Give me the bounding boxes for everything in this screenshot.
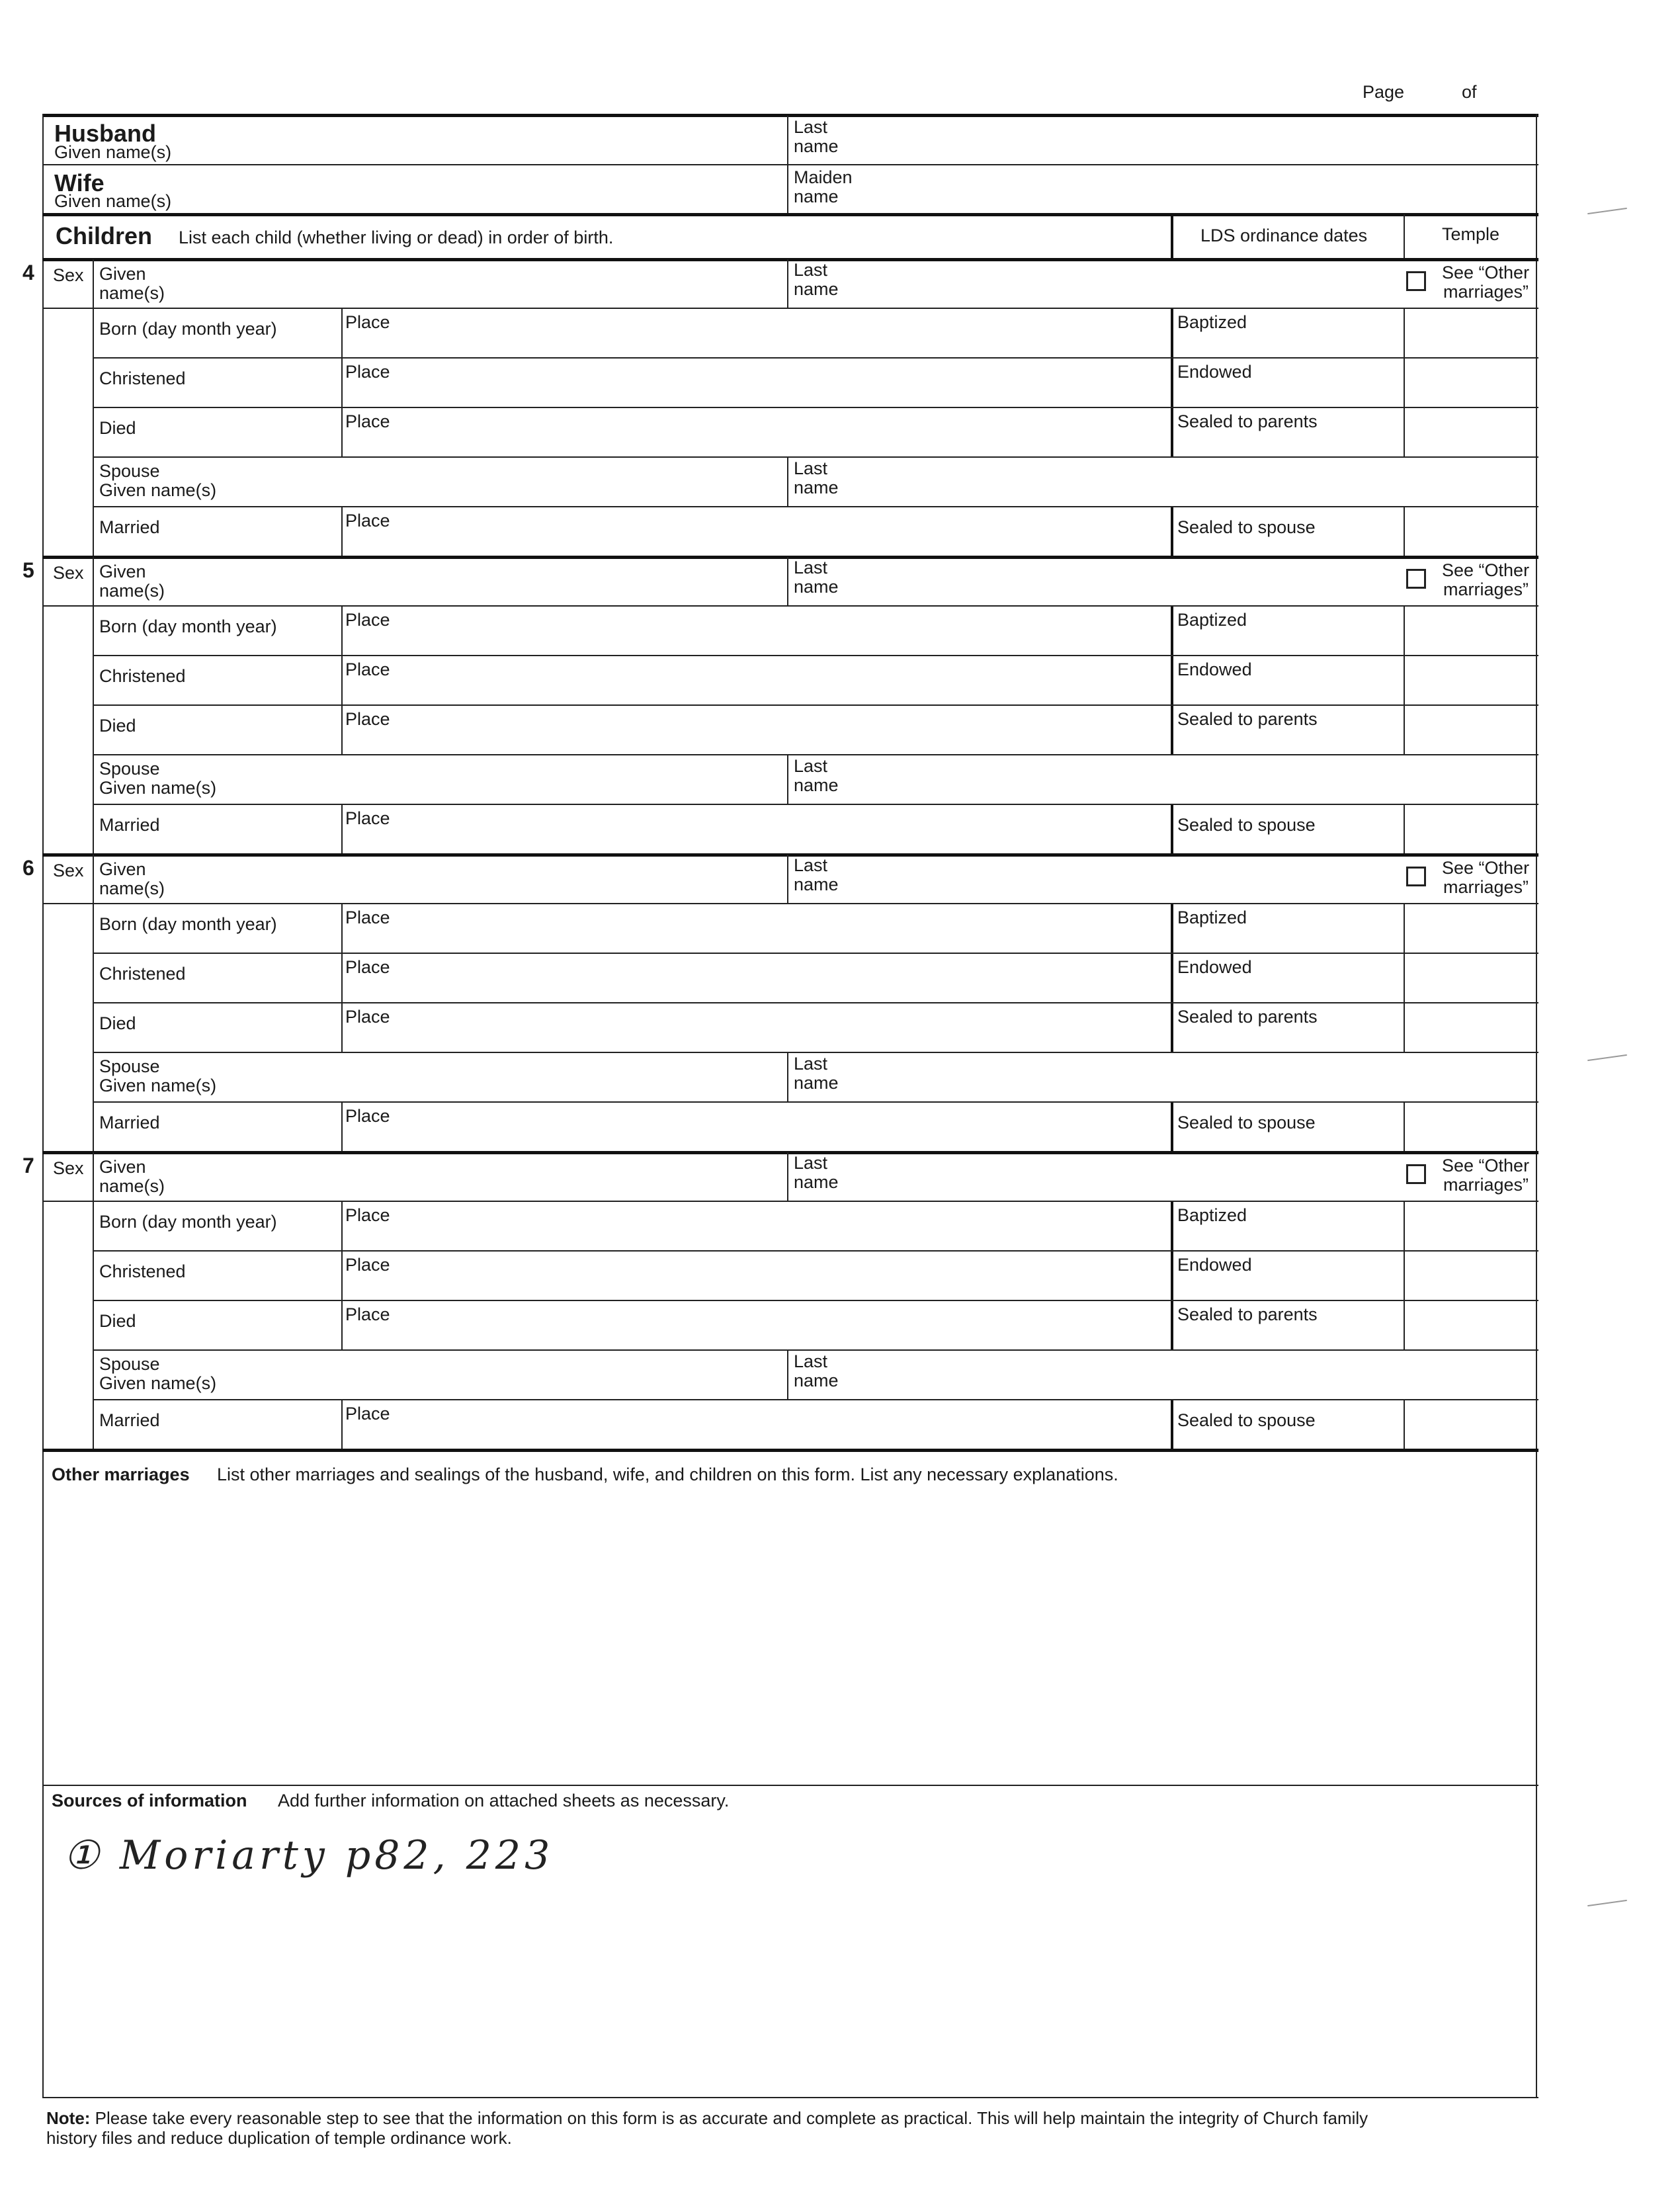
other-marriages-bottom [42,1785,1538,1786]
spouse-label: Spouse [99,461,160,481]
place-label: Place [345,709,390,729]
husband-last-label: Last [794,117,828,137]
page-of-label: of [1462,82,1477,102]
given-label-2: name(s) [99,581,165,601]
other-marriages-instruction: List other marriages and sealings of the husband, wife, and children on this form. List any necessary explanations. [217,1465,1118,1484]
husband-divider [787,116,788,164]
lds-ordinance-label: LDS ordinance dates [1200,226,1368,245]
note-line-1 [46,2109,1368,2128]
sex-input[interactable] [45,881,91,901]
place-label: Place [345,659,390,679]
child-entry-area[interactable] [94,261,1533,556]
place-label: Place [345,1106,390,1126]
spouse-last-label: Last [794,1054,828,1074]
binder-mark [1587,1900,1627,1906]
last-label: Last [794,855,828,875]
place-label: Place [345,957,390,977]
sex-label: Sex [53,1158,84,1178]
place-label: Place [345,610,390,630]
husband-last-label-2: name [794,136,839,156]
place-label: Place [345,1304,390,1324]
see-other-label-2: marriages” [1443,1175,1529,1195]
wife-divider [787,164,788,214]
sources-instruction: Add further information on attached sheets as necessary. [278,1791,730,1810]
child-number: 7 [22,1154,34,1177]
last-label-2: name [794,279,839,299]
temple-column-divider [1404,214,1405,259]
sealed-spouse-label: Sealed to spouse [1177,1113,1316,1132]
baptized-label: Baptized [1177,312,1247,332]
child-block-bottom [42,1449,1538,1452]
child-entry-area[interactable] [94,558,1533,853]
children-title: Children [56,222,153,249]
last-label: Last [794,1153,828,1173]
christened-label: Christened [99,964,186,984]
christened-label: Christened [99,1261,186,1281]
endowed-label: Endowed [1177,659,1252,679]
child-entry-area[interactable] [94,856,1533,1151]
page-label: Page [1363,82,1405,102]
child-entry-area[interactable] [94,1154,1533,1449]
wife-given-label: Given name(s) [54,191,172,211]
place-label: Place [345,1205,390,1225]
given-label: Given [99,562,146,581]
given-label: Given [99,1157,146,1177]
died-label: Died [99,418,136,438]
place-label: Place [345,1404,390,1424]
endowed-label: Endowed [1177,362,1252,382]
sealed-spouse-label: Sealed to spouse [1177,1410,1316,1430]
sources-title: Sources of information [52,1791,247,1810]
married-label: Married [99,1113,160,1132]
given-label: Given [99,264,146,284]
given-label-2: name(s) [99,283,165,303]
sealed-spouse-label: Sealed to spouse [1177,815,1316,835]
place-label: Place [345,908,390,927]
sex-label: Sex [53,861,84,880]
baptized-label: Baptized [1177,908,1247,927]
endowed-label: Endowed [1177,957,1252,977]
temple-label: Temple [1442,224,1500,244]
husband-given-input[interactable] [42,164,1538,165]
last-label-2: name [794,874,839,894]
child-number: 4 [22,261,34,284]
see-other-label: See “Other [1442,858,1530,878]
spouse-last-label: Last [794,756,828,776]
husband-given-label: Given name(s) [54,142,172,162]
wife-title: Wife [54,169,105,196]
spouse-label-2: Given name(s) [99,480,217,500]
form-right-border [1536,114,1537,2098]
given-label-2: name(s) [99,878,165,898]
see-other-label: See “Other [1442,560,1530,580]
spouse-last-label: Last [794,458,828,478]
spouse-label: Spouse [99,1056,160,1076]
sex-label: Sex [53,563,84,583]
place-label: Place [345,808,390,828]
spouse-last-label-2: name [794,1073,839,1093]
sealed_parents-label: Sealed to parents [1177,411,1318,431]
other-marriages-title: Other marriages [52,1465,190,1484]
sources-handwritten-entry: ① Moriarty p82, 223 [63,1832,554,1879]
died-label: Died [99,1311,136,1331]
given-label: Given [99,859,146,879]
baptized-label: Baptized [1177,1205,1247,1225]
given-label-2: name(s) [99,1176,165,1196]
christened-label: Christened [99,368,186,388]
spouse-label-2: Given name(s) [99,1373,217,1393]
see-other-label-2: marriages” [1443,579,1529,599]
sex-label: Sex [53,265,84,285]
place-label: Place [345,411,390,431]
spouse-label-2: Given name(s) [99,1076,217,1095]
see-other-label-2: marriages” [1443,877,1529,897]
spouse-last-label: Last [794,1351,828,1371]
spouse-last-label-2: name [794,1371,839,1390]
born-label: Born (day month year) [99,617,277,636]
spouse-label-2: Given name(s) [99,778,217,798]
born-label: Born (day month year) [99,914,277,934]
place-label: Place [345,511,390,531]
christened-label: Christened [99,666,186,686]
sex-input[interactable] [45,1179,91,1199]
note-line-2: history files and reduce duplication of temple ordinance work. [46,2128,512,2148]
married-label: Married [99,517,160,537]
place-label: Place [345,1007,390,1027]
sources-area[interactable] [44,1885,1534,2090]
wife-maiden-label: Maiden [794,167,853,187]
see-other-label: See “Other [1442,263,1530,282]
born-label: Born (day month year) [99,1212,277,1232]
last-label-2: name [794,577,839,597]
born-label: Born (day month year) [99,319,277,339]
spouse-label: Spouse [99,759,160,779]
sex-input[interactable] [45,583,91,603]
died-label: Died [99,1013,136,1033]
married-label: Married [99,1410,160,1430]
binder-mark [1587,1054,1627,1061]
note-text-1: Please take every reasonable step to see that the information on this form is as accurate and complete as practical. This will help maintain the integrity of Church family [95,2108,1368,2128]
last-label-2: name [794,1172,839,1192]
married-label: Married [99,815,160,835]
binder-mark [1587,208,1627,214]
sealed_parents-label: Sealed to parents [1177,1304,1318,1324]
last-label: Last [794,558,828,577]
child-number: 5 [22,558,34,582]
husband-title: Husband [54,120,157,147]
sealed_parents-label: Sealed to parents [1177,1007,1318,1027]
place-label: Place [345,1255,390,1275]
wife-maiden-label-2: name [794,187,839,206]
spouse-label: Spouse [99,1354,160,1374]
baptized-label: Baptized [1177,610,1247,630]
see-other-label: See “Other [1442,1156,1530,1175]
spouse-last-label-2: name [794,478,839,497]
place-label: Place [345,312,390,332]
child-number: 6 [22,856,34,880]
lds-column-divider [1171,214,1173,259]
place-label: Place [345,362,390,382]
spouse-last-label-2: name [794,775,839,795]
died-label: Died [99,716,136,736]
sealed-spouse-label: Sealed to spouse [1177,517,1316,537]
form-top-border [42,114,1538,117]
endowed-label: Endowed [1177,1255,1252,1275]
see-other-label-2: marriages” [1443,282,1529,302]
form-left-border [42,114,44,2098]
sealed_parents-label: Sealed to parents [1177,709,1318,729]
note-title: Note: [46,2108,91,2128]
children-instruction: List each child (whether living or dead) in order of birth. [179,228,614,247]
wife-bottom-line [42,213,1538,216]
other-marriages-area[interactable] [44,1488,1534,1783]
last-label: Last [794,260,828,280]
sex-input[interactable] [45,286,91,306]
form-bottom-border [42,2097,1538,2098]
